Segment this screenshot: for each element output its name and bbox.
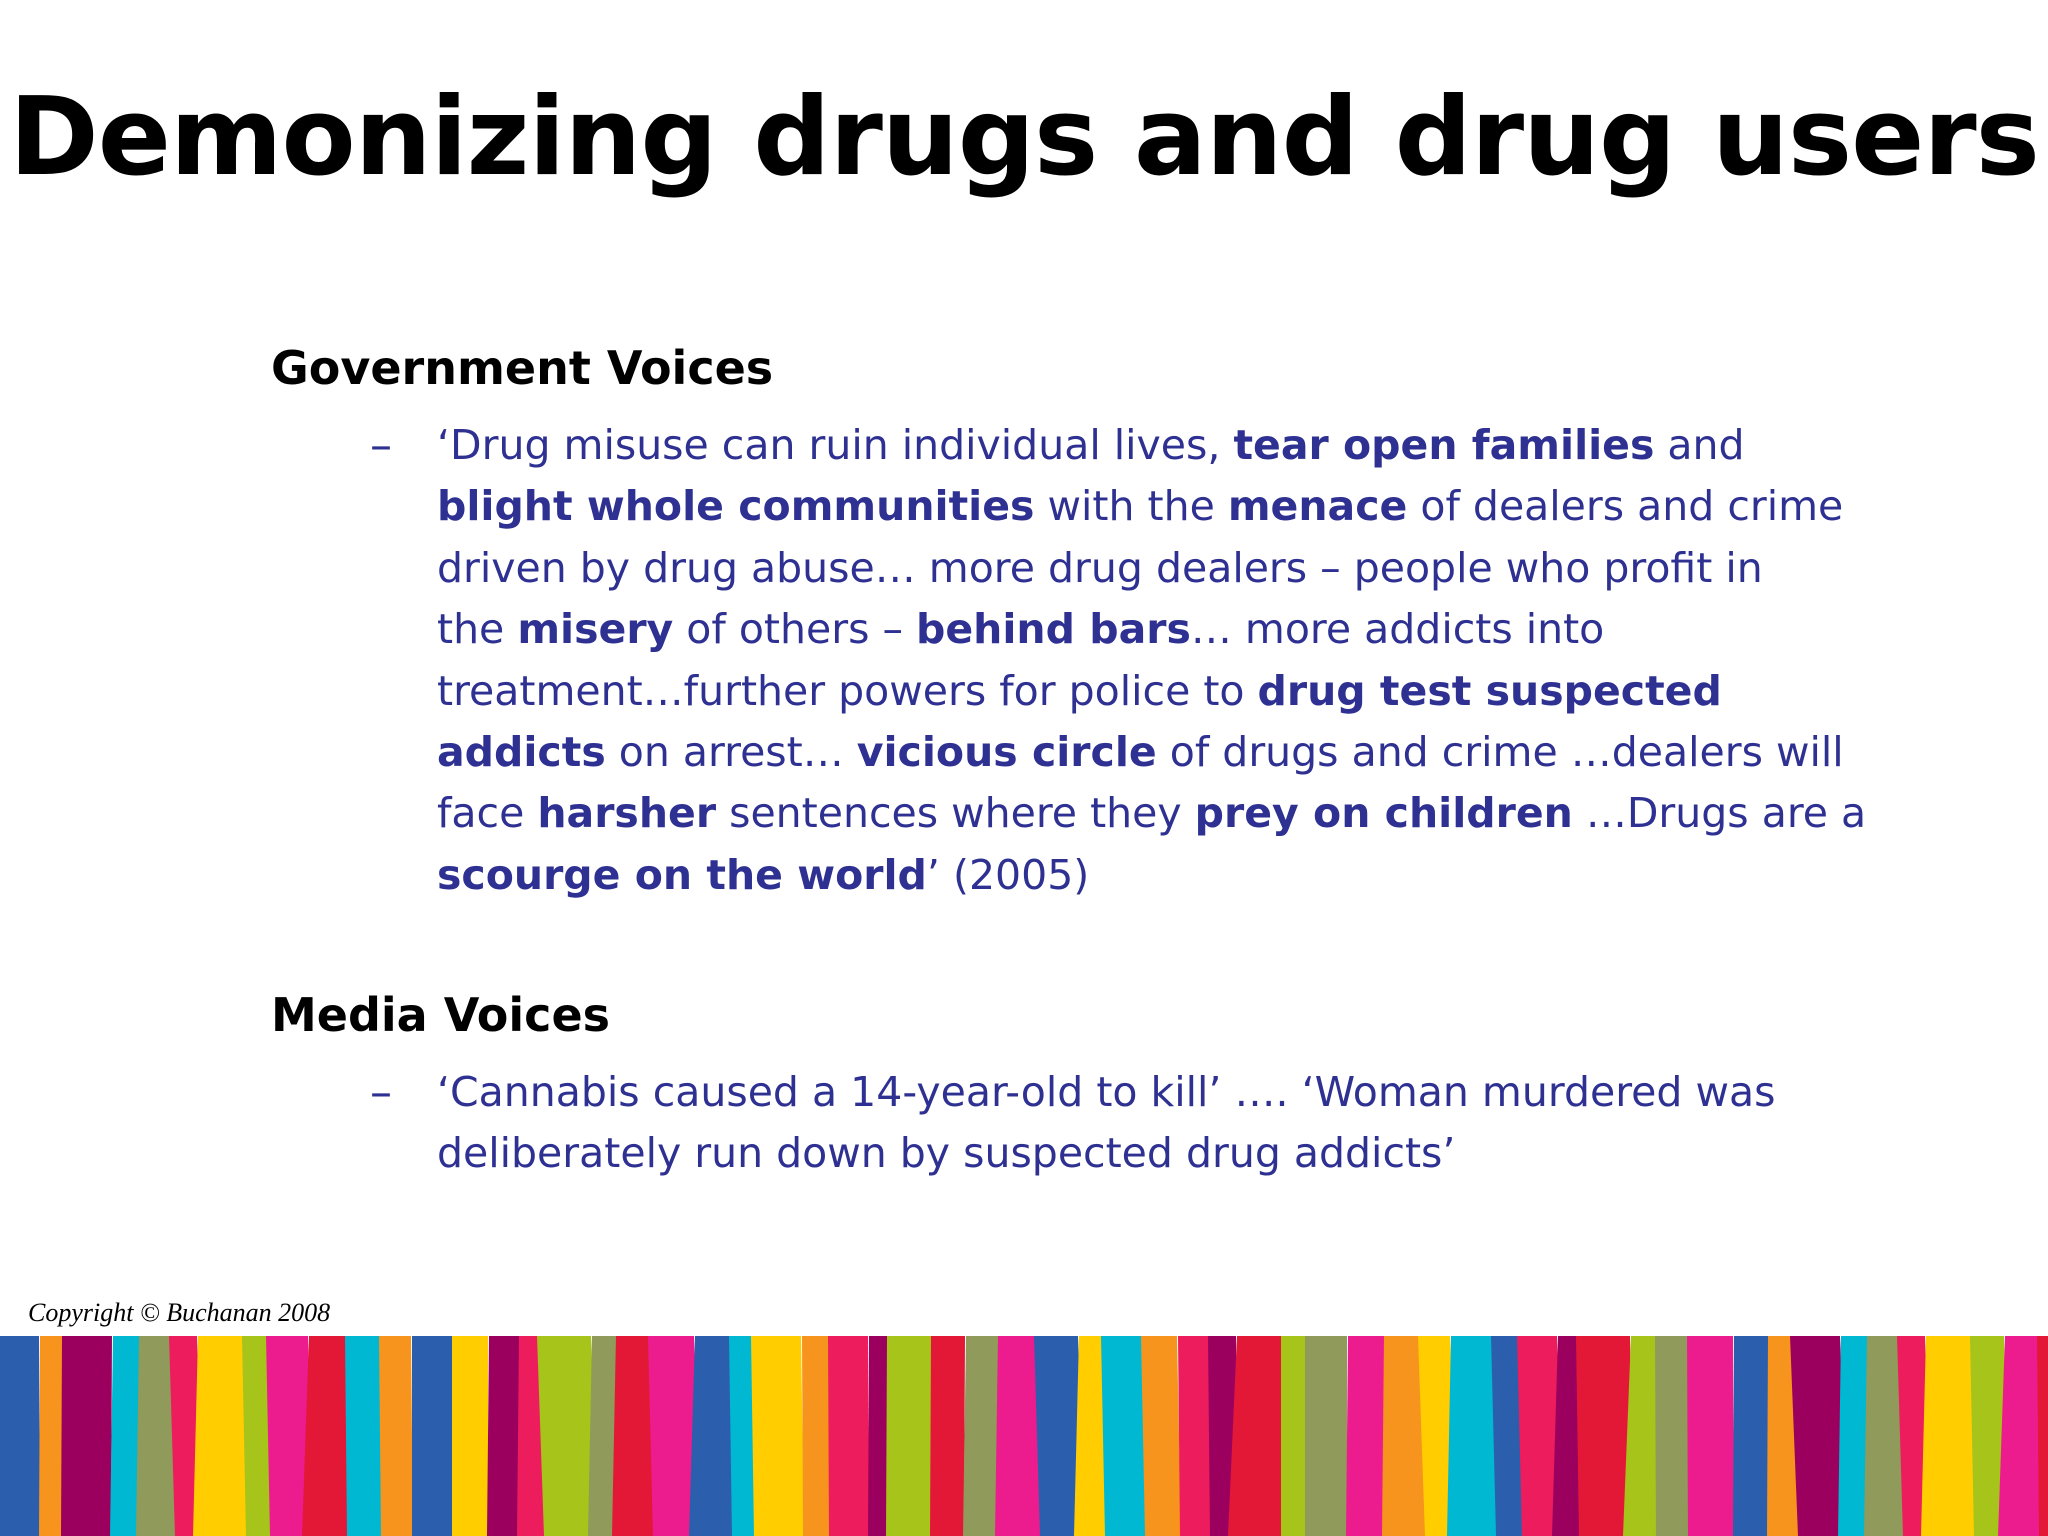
emphasized-phrase: drug test suspected (1257, 666, 1722, 715)
government-quote (437, 415, 1877, 906)
color-stripe (751, 1336, 804, 1536)
emphasized-phrase: vicious circle (856, 728, 1157, 777)
quote-text: of dealers and crime (1407, 482, 1844, 531)
quote-text: … more addicts into (1190, 605, 1605, 654)
quote-line (437, 1062, 1877, 1123)
color-stripe (930, 1336, 965, 1536)
quote-text: sentences where they (716, 789, 1195, 838)
quote-text: of drugs and crime …dealers will (1156, 728, 1844, 777)
quote-line (437, 661, 1877, 722)
quote-text: ’ (2005) (926, 850, 1090, 899)
section-heading-government-voices: Government Voices (271, 341, 774, 395)
decorative-color-stripes (0, 1336, 2048, 1536)
quote-text: driven by drug abuse… more drug dealers – people who profit in (437, 543, 1763, 592)
media-quote (437, 1062, 1877, 1185)
slide-title: Demonizing drugs and drug users (9, 75, 2039, 200)
color-stripe (452, 1336, 488, 1536)
quote-line (437, 783, 1877, 844)
quote-text: deliberately run down by suspected drug addicts’ (437, 1129, 1456, 1178)
quote-line (437, 1123, 1877, 1184)
color-stripe (379, 1336, 413, 1536)
quote-text: on arrest… (605, 728, 857, 777)
emphasized-phrase: misery (517, 605, 674, 654)
quote-text: the (437, 605, 518, 654)
quote-line (437, 415, 1877, 476)
quote-text: face (437, 789, 538, 838)
quote-line (437, 845, 1877, 906)
quote-text: of others – (673, 605, 917, 654)
section-heading-media-voices: Media Voices (271, 988, 611, 1042)
emphasized-phrase: blight whole communities (437, 482, 1035, 531)
emphasized-phrase: menace (1227, 482, 1408, 531)
emphasized-phrase: scourge on the world (437, 850, 927, 899)
emphasized-phrase: harsher (537, 789, 717, 838)
quote-line (437, 476, 1877, 537)
color-stripe (1141, 1336, 1181, 1536)
dash-bullet-icon: – (370, 420, 392, 471)
quote-text: with the (1034, 482, 1228, 531)
emphasized-phrase: prey on children (1194, 789, 1573, 838)
emphasized-phrase: behind bars (916, 605, 1191, 654)
copyright-notice: Copyright © Buchanan 2008 (28, 1298, 331, 1327)
color-stripe (0, 1336, 40, 1536)
quote-line (437, 599, 1877, 660)
quote-text: ‘Cannabis caused a 14-year-old to kill’ …. ‘Woman murdered was (437, 1068, 1776, 1116)
quote-text: ‘Drug misuse can ruin individual lives, (437, 421, 1234, 469)
color-stripe (828, 1336, 869, 1536)
color-stripe (1305, 1336, 1347, 1536)
color-stripe (1687, 1336, 1734, 1536)
quote-line (437, 538, 1877, 599)
quote-text: treatment…further powers for police to (437, 666, 1258, 715)
quote-text: and (1654, 421, 1745, 469)
color-stripe (61, 1336, 112, 1536)
emphasized-phrase: addicts (437, 728, 606, 777)
emphasized-phrase: tear open families (1233, 421, 1655, 469)
quote-text: …Drugs are a (1572, 789, 1867, 838)
quote-line (437, 722, 1877, 783)
dash-bullet-icon: – (370, 1067, 392, 1118)
